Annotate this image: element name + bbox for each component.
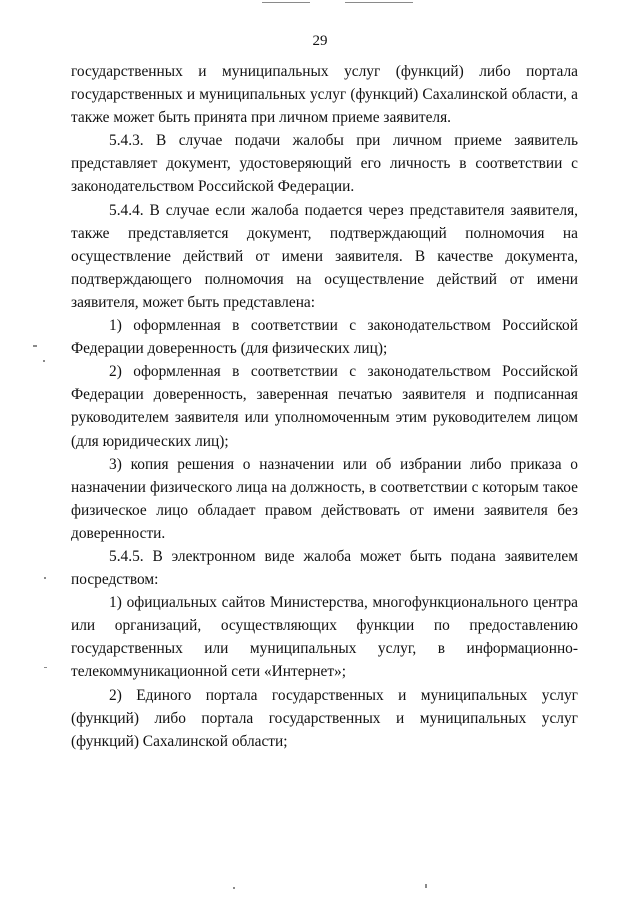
scan-artifact-top-left bbox=[262, 2, 310, 3]
scan-artifact-bottom-2 bbox=[425, 884, 427, 888]
document-body bbox=[71, 60, 578, 753]
list-item-legal-entities: 2) оформленная в соответствии с законодательством Российской Федерации доверенность, заверенная печатью заявителя и подписанная руководителем заявителя или уполномоченным этим руководителем лицом (для юридических лиц); bbox=[71, 363, 578, 450]
list-item-individuals: 1) оформленная в соответствии с законодательством Российской Федерации доверенность (для физических лиц); bbox=[71, 317, 578, 358]
page-number: 29 bbox=[312, 33, 328, 49]
scan-artifact-margin-2 bbox=[43, 360, 45, 362]
paragraph-continuation: государственных и муниципальных услуг (функций) либо портала государственных и муниципальных услуг (функций) Сахалинской области, а также может быть принята при личном приеме заявителя. bbox=[71, 63, 578, 127]
scan-artifact-margin-3 bbox=[44, 577, 46, 579]
paragraph-5-4-5: 5.4.5. В электронном виде жалоба может быть подана заявителем посредством: bbox=[71, 547, 578, 589]
scan-artifact-bottom-1 bbox=[233, 887, 235, 889]
list-item-unified-portal: 2) Единого портала государственных и муниципальных услуг (функций) либо портала государственных и муниципальных услуг (функций) Сахалинской области; bbox=[71, 686, 578, 750]
paragraph-5-4-3: 5.4.3. В случае подачи жалобы при личном приеме заявитель представляет документ, удостоверяющий его личность в соответствии с законодательством Российской Федерации. bbox=[71, 132, 578, 196]
list-item-decision-copy: 3) копия решения о назначении или об избрании либо приказа о назначении физического лица на должность, в соответствии с которым такое физическое лицо обладает правом действовать от имени заявителя без доверенности. bbox=[71, 455, 578, 542]
scan-artifact-margin-1 bbox=[33, 345, 37, 347]
paragraph-5-4-4: 5.4.4. В случае если жалоба подается через представителя заявителя, также представляется документ, подтверждающий полномочия на осуществление действий от имени заявителя. В качестве документа, подтверждающего полномочия на осуществление действий от имени заявителя, может быть представлена: bbox=[71, 201, 578, 311]
list-item-official-sites: 1) официальных сайтов Министерства, многофункционального центра или организаций, осуществляющих функции по предоставлению государственных или муниципальных услуг, в информационно-телекоммуникационной сети «Интернет»; bbox=[71, 594, 578, 681]
scan-artifact-margin-4 bbox=[44, 667, 47, 668]
scan-artifact-top-right bbox=[345, 2, 413, 3]
